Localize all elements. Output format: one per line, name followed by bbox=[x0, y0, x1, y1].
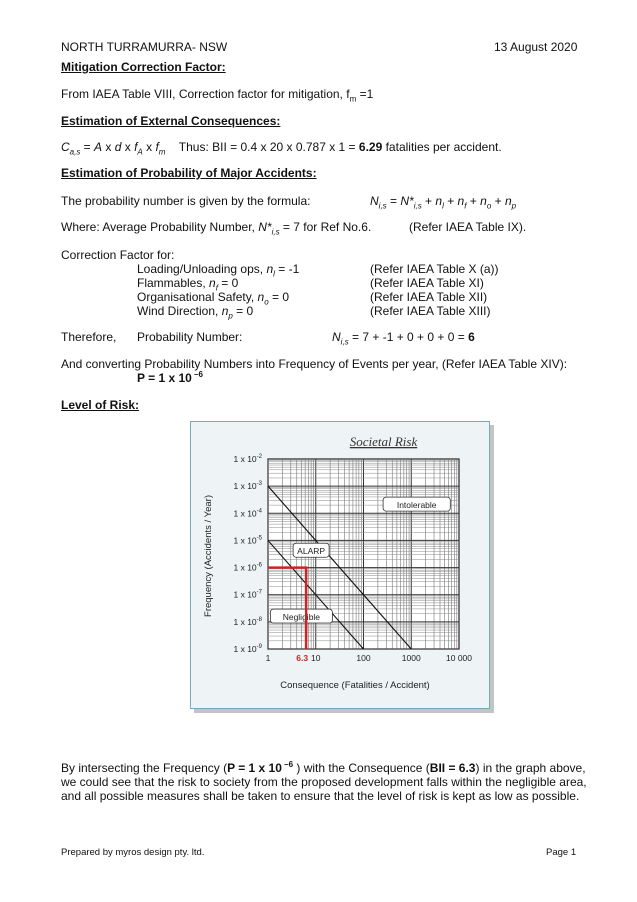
factor-ref: (Refer IAEA Table XII) bbox=[370, 290, 488, 304]
marker-label: 6.3 bbox=[296, 653, 309, 663]
cf-title: Correction Factor for: bbox=[61, 248, 175, 262]
where-ref: (Refer IAEA Table IX). bbox=[409, 220, 527, 234]
prob-number-expr: $N_{i,s} = 7 + -1 + 0 + 0 + 0 = 6$ bbox=[332, 330, 475, 347]
y-tick-label: 1 x $10^{-5}$ bbox=[233, 535, 262, 546]
y-tick-label: 1 x $10^{-7}$ bbox=[233, 589, 262, 600]
formula-intro: The probability number is given by the formula: bbox=[61, 194, 311, 208]
external-thus: Thus: BII = 0.4 x 20 x 0.787 x 1 = bbox=[178, 140, 359, 154]
x-tick-label: 10 000 bbox=[446, 653, 472, 663]
mitigation-heading: Mitigation Correction Factor: bbox=[61, 60, 226, 74]
x-tick-label: 1000 bbox=[401, 653, 421, 663]
external-formula-symbolic: $C_{a,s} = A$ x d x $f_A$ x $f_m$ bbox=[61, 140, 166, 157]
factor-row: Flammables, $n_f = 0$ bbox=[137, 276, 239, 293]
risk-heading: Level of Risk: bbox=[61, 398, 140, 412]
conclusion-line-1: By intersecting the Frequency (P = 1 x 10 $^{-6}$ ) with the Consequence (BII = 6.3) in the graph above, bbox=[61, 760, 586, 775]
region-label: Intolerable bbox=[396, 500, 437, 511]
x-axis-label: Consequence (Fatalities / Accident) bbox=[280, 680, 430, 691]
factor-row: Loading/Unloading ops, $n_l = -1$ bbox=[137, 262, 300, 279]
factor-ref: (Refer IAEA Table X (a)) bbox=[370, 262, 499, 276]
mitigation-value: =1 bbox=[356, 87, 374, 101]
footer-right: Page 1 bbox=[546, 847, 577, 858]
x-tick-label: 10 bbox=[311, 653, 321, 663]
external-tail: fatalities per accident. bbox=[382, 140, 502, 154]
societal-risk-chart bbox=[190, 421, 490, 709]
region-label: Negligible bbox=[282, 612, 321, 623]
factor-row: Organisational Safety, $n_o = 0$ bbox=[137, 290, 290, 307]
y-tick-label: 1 x $10^{-8}$ bbox=[233, 616, 262, 627]
probability-formula: $N_{i,s} = N*_{i,s} + n_l + n_f + n_o + n_p$ bbox=[370, 194, 517, 211]
chart-title: Societal Risk bbox=[349, 434, 418, 449]
mitigation-text bbox=[61, 87, 374, 104]
prob-number-label: Probability Number: bbox=[137, 330, 243, 344]
y-tick-label: 1 x $10^{-2}$ bbox=[233, 454, 262, 464]
factor-ref: (Refer IAEA Table XI) bbox=[370, 276, 484, 290]
x-tick-label: 1 bbox=[265, 653, 271, 663]
conclusion-line-2: we could see that the risk to society from the proposed development falls within the negligible area, bbox=[61, 775, 587, 789]
where-text: Where: Average Probability Number, bbox=[61, 220, 259, 234]
where-tail: = 7 for Ref No.6. bbox=[279, 220, 372, 234]
y-axis-label: Frequency (Accidents / Year) bbox=[203, 495, 214, 617]
external-result: 6.29 bbox=[358, 140, 383, 154]
y-tick-labels bbox=[234, 454, 263, 654]
header-location: NORTH TURRAMURRA- NSW bbox=[61, 40, 228, 54]
factor-row: Wind Direction, $n_p = 0$ bbox=[137, 304, 254, 321]
conclusion-line-3: and all possible measures shall be taken to ensure that the level of risk is kept as low as possible. bbox=[61, 789, 580, 803]
header-date: 13 August 2020 bbox=[494, 40, 578, 54]
mitigation-text-main: From IAEA Table VIII, Correction factor for mitigation, f bbox=[61, 87, 350, 101]
y-tick-label: 1 x $10^{-4}$ bbox=[233, 508, 262, 519]
probability-heading: Estimation of Probability of Major Accidents: bbox=[61, 166, 317, 180]
y-tick-label: 1 x $10^{-9}$ bbox=[233, 644, 262, 654]
external-heading: Estimation of External Consequences: bbox=[61, 114, 281, 128]
where-line: Where: Average Probability Number, $N*_{i,s} = 7$ for Ref No.6. bbox=[61, 220, 372, 237]
x-tick-label: 100 bbox=[356, 653, 371, 663]
footer-left: Prepared by myros design pty. ltd. bbox=[61, 847, 205, 858]
external-formula bbox=[61, 140, 502, 157]
chart-svg bbox=[191, 422, 489, 708]
y-tick-label: 1 x $10^{-6}$ bbox=[233, 562, 262, 573]
region-label: ALARP bbox=[297, 546, 326, 557]
p-value: P = 1 x 10 $^{-6}$ bbox=[137, 370, 203, 385]
mitigation-sub: m bbox=[349, 94, 357, 104]
factor-ref: (Refer IAEA Table XIII) bbox=[370, 304, 491, 318]
therefore-label: Therefore, bbox=[61, 330, 117, 344]
converting-text: And converting Probability Numbers into Frequency of Events per year, (Refer IAEA Table XIV): bbox=[61, 357, 568, 371]
y-tick-label: 1 x $10^{-3}$ bbox=[233, 481, 262, 492]
